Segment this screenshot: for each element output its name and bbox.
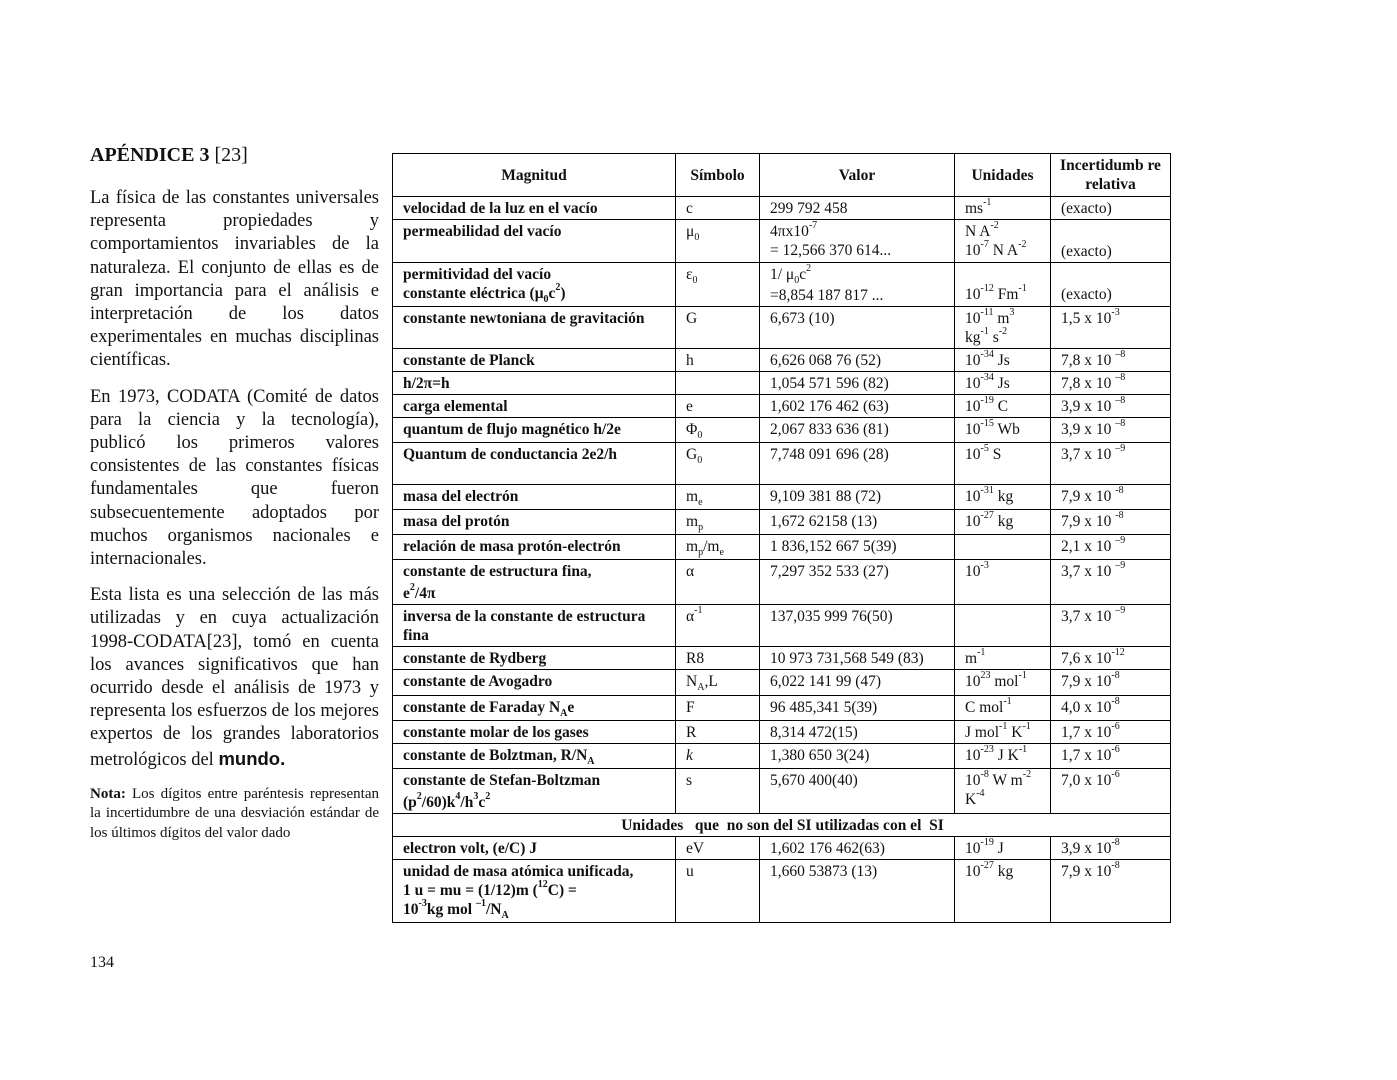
cell-simbolo: c: [676, 197, 760, 220]
cell-simbolo: α: [676, 560, 760, 605]
table-row: [393, 560, 1171, 605]
cell-magnitud: constante de Rydberg: [393, 647, 676, 670]
cell-incert: 3,7 x 10 $^{-9}$: [1051, 605, 1171, 647]
header-magnitud: Magnitud: [393, 154, 676, 197]
cell-simbolo: k: [676, 743, 760, 768]
cell-magnitud: carga elemental: [393, 395, 676, 418]
cell-valor: 1,602 176 462 (63): [760, 395, 955, 418]
cell-valor: 299 792 458: [760, 197, 955, 220]
cell-magnitud: constante de Avogadro: [393, 670, 676, 695]
cell-incert: 2,1 x 10 $^{-9}$: [1051, 535, 1171, 560]
table-header-row: [393, 154, 1171, 197]
cell-valor: 10 973 731,568 549 (83): [760, 647, 955, 670]
cell-valor: 6,673 (10): [760, 307, 955, 349]
table-row: [393, 743, 1171, 768]
cell-simbolo: $\varepsilon_0$: [676, 263, 760, 307]
table-row: [393, 395, 1171, 418]
cell-incert: 4,0 x $10^{-8}$: [1051, 695, 1171, 720]
header-incertidumbre: Incertidumb re relativa: [1051, 154, 1171, 197]
header-unidades: Unidades: [955, 154, 1051, 197]
cell-simbolo: h: [676, 349, 760, 372]
paragraph-2: En 1973, CODATA (Comité de datos para la ciencia y la tecnología), publicó los primeros valores consistentes de las constantes físicas fundamentales que fueron subsecuentemente adoptados por muchos organismos nacionales e internacionales.: [90, 386, 379, 570]
cell-incert: 7,9 x $10^{-8}$: [1051, 670, 1171, 695]
cell-simbolo: R8: [676, 647, 760, 670]
cell-magnitud: constante de Stefan-Boltzman $(p^2/60)k^4/h^3c^2$: [393, 768, 676, 813]
paragraph-3-end: mundo.: [218, 747, 286, 769]
cell-unidades: $10^{-19}$ C: [955, 395, 1051, 418]
cell-valor: 1,380 650 3(24): [760, 743, 955, 768]
cell-unidades: $10^{-12}$ $Fm^{-1}$: [955, 263, 1051, 307]
cell-incert: 3,9 x $10^{-8}$: [1051, 836, 1171, 859]
table-row: [393, 349, 1171, 372]
cell-incert: 3,7 x 10 $^{-9}$: [1051, 443, 1171, 485]
appendix-ref: [23]: [214, 144, 248, 166]
cell-simbolo: $N_A,L$: [676, 670, 760, 695]
cell-magnitud: masa del protón: [393, 510, 676, 535]
cell-simbolo: $m_p$: [676, 510, 760, 535]
table-row: [393, 372, 1171, 395]
cell-simbolo: G: [676, 307, 760, 349]
cell-incert: 7,8 x 10 $^{-8}$: [1051, 372, 1171, 395]
cell-valor: 7,297 352 533 (27): [760, 560, 955, 605]
cell-unidades: $10^{-5}$ S: [955, 443, 1051, 485]
cell-simbolo: [676, 372, 760, 395]
cell-unidades: $10^{-3}$: [955, 560, 1051, 605]
table-row: [393, 220, 1171, 263]
table-row: [393, 720, 1171, 743]
paragraph-3: [90, 584, 379, 772]
cell-simbolo: $m_p/m_e$: [676, 535, 760, 560]
paragraph-1: La física de las constantes universales representa propiedades y comportamientos invariables de la naturaleza. El conjunto de ellas es de gran importancia para el análisis e interpretación de los datos experimentales en muchas disciplinas científicas.: [90, 188, 379, 371]
cell-simbolo: $\alpha^{-1}$: [676, 605, 760, 647]
table-row: [393, 443, 1171, 485]
table-row: [393, 647, 1171, 670]
text-column: [90, 143, 379, 843]
header-simbolo: Símbolo: [676, 154, 760, 197]
paragraph-3-text: Esta lista es una selección de las más utilizadas y en cuya actualización 1998-CODATA[23], tomó en cuenta los avances significativos que han ocurrido desde el análisis de 1973 y representa los esfuerzos de los mejores expertos de los grandes laboratorios metrológicos del: [90, 585, 379, 770]
table-row: [393, 418, 1171, 443]
note-text: Los dígitos entre paréntesis representan la incertidumbre de una desviación estándar de los últimos dígitos del valor dado: [90, 785, 380, 841]
cell-valor: 5,670 400(40): [760, 768, 955, 813]
cell-valor: 1,054 571 596 (82): [760, 372, 955, 395]
cell-valor: 7,748 091 696 (28): [760, 443, 955, 485]
cell-incert: 7,9 x $10^{-8}$: [1051, 859, 1171, 922]
cell-unidades: $10^{-34}$ Js: [955, 349, 1051, 372]
cell-valor: 96 485,341 5(39): [760, 695, 955, 720]
cell-magnitud: constante de Bolztman, $R/N_A$: [393, 743, 676, 768]
cell-magnitud: permitividad del vacío constante eléctrica $(\mu_0c^2)$: [393, 263, 676, 307]
cell-valor: 6,626 068 76 (52): [760, 349, 955, 372]
cell-simbolo: $m_e$: [676, 485, 760, 510]
cell-simbolo: eV: [676, 836, 760, 859]
cell-simbolo: e: [676, 395, 760, 418]
cell-unidades: $10^{-8}$ W $m^{-2}$ $K^{-4}$: [955, 768, 1051, 813]
cell-simbolo: R: [676, 720, 760, 743]
cell-unidades: $10^{-27}$ kg: [955, 510, 1051, 535]
cell-incert: 7,0 x $10^{-6}$: [1051, 768, 1171, 813]
cell-magnitud: electron volt, (e/C) J: [393, 836, 676, 859]
cell-simbolo: F: [676, 695, 760, 720]
cell-valor: $4\pi x10^{-7}$ = 12,566 370 614...: [760, 220, 955, 263]
cell-simbolo: u: [676, 859, 760, 922]
table-row: [393, 535, 1171, 560]
cell-magnitud: permeabilidad del vacío: [393, 220, 676, 263]
constants-table: [392, 153, 1171, 923]
cell-incert: 1,7 x $10^{-6}$: [1051, 720, 1171, 743]
cell-incert: 7,6 x $10^{-12}$: [1051, 647, 1171, 670]
cell-magnitud: constante de estructura fina, $e^2/4\pi$: [393, 560, 676, 605]
table-row: [393, 695, 1171, 720]
table-row: [393, 485, 1171, 510]
cell-incert: (exacto): [1051, 263, 1171, 307]
page-number: 134: [90, 954, 114, 971]
header-valor: Valor: [760, 154, 955, 197]
cell-incert: 3,7 x 10 $^{-9}$: [1051, 560, 1171, 605]
appendix-heading: [90, 143, 379, 167]
cell-unidades: $10^{-11}$ $m^3$ $kg^{-1}$ $s^{-2}$: [955, 307, 1051, 349]
cell-magnitud: Quantum de conductancia 2e2/h: [393, 443, 676, 485]
cell-unidades: $10^{-34}$ Js: [955, 372, 1051, 395]
cell-unidades: $10^{-23}$ J $K^{-1}$: [955, 743, 1051, 768]
cell-valor: 9,109 381 88 (72): [760, 485, 955, 510]
table-row: [393, 197, 1171, 220]
cell-unidades: $10^{-19}$ J: [955, 836, 1051, 859]
cell-magnitud: constante molar de los gases: [393, 720, 676, 743]
cell-unidades: $10^{-15}$ Wb: [955, 418, 1051, 443]
cell-valor: 1,602 176 462(63): [760, 836, 955, 859]
section-label: Unidades que no son del SI utilizadas con el SI: [393, 813, 1171, 836]
cell-magnitud: h/2π=h: [393, 372, 676, 395]
cell-unidades: N $A^{-2}$ $10^{-7}$ N $A^{-2}$: [955, 220, 1051, 263]
cell-incert: 7,9 x 10 $^{-8}$: [1051, 485, 1171, 510]
table-row: [393, 263, 1171, 307]
cell-magnitud: unidad de masa atómica unificada, 1 u = mu = (1/12)m ($^{12}$C) = $10^{-3}kg$ mol $^{-1}/N_A$: [393, 859, 676, 922]
cell-magnitud: constante de Planck: [393, 349, 676, 372]
section-row: [393, 813, 1171, 836]
cell-magnitud: masa del electrón: [393, 485, 676, 510]
cell-magnitud: inversa de la constante de estructura fina: [393, 605, 676, 647]
cell-incert: (exacto): [1051, 220, 1171, 263]
cell-incert: 1,5 x $10^{-3}$: [1051, 307, 1171, 349]
cell-simbolo: $\mu_0$: [676, 220, 760, 263]
note: [90, 785, 379, 844]
cell-simbolo: s: [676, 768, 760, 813]
cell-incert: 7,9 x 10 $^{-8}$: [1051, 510, 1171, 535]
cell-valor: 1 836,152 667 5(39): [760, 535, 955, 560]
cell-incert: 7,8 x 10 $^{-8}$: [1051, 349, 1171, 372]
cell-unidades: $10^{-31}$ kg: [955, 485, 1051, 510]
cell-simbolo: $G_0$: [676, 443, 760, 485]
cell-unidades: $ms^{-1}$: [955, 197, 1051, 220]
cell-unidades: $10^{23}$ mol$^{-1}$: [955, 670, 1051, 695]
cell-valor: 1,660 53873 (13): [760, 859, 955, 922]
cell-valor: 137,035 999 76(50): [760, 605, 955, 647]
cell-magnitud: velocidad de la luz en el vacío: [393, 197, 676, 220]
cell-incert: 3,9 x 10 $^{-8}$: [1051, 418, 1171, 443]
table-row: [393, 859, 1171, 922]
table-row: [393, 836, 1171, 859]
cell-valor: 1/ $\mu_0c^2$ =8,854 187 817 ...: [760, 263, 955, 307]
cell-magnitud: quantum de flujo magnético h/2e: [393, 418, 676, 443]
cell-magnitud: constante de Faraday $N_Ae$: [393, 695, 676, 720]
cell-unidades: $m^{-1}$: [955, 647, 1051, 670]
note-label: Nota:: [90, 785, 126, 802]
cell-unidades: J mol$^{-1}$ $K^{-1}$: [955, 720, 1051, 743]
table-row: [393, 768, 1171, 813]
cell-incert: 1,7 x $10^{-6}$: [1051, 743, 1171, 768]
cell-valor: 8,314 472(15): [760, 720, 955, 743]
cell-unidades: [955, 605, 1051, 647]
appendix-title: APÉNDICE 3: [90, 144, 210, 166]
table-row: [393, 307, 1171, 349]
cell-magnitud: constante newtoniana de gravitación: [393, 307, 676, 349]
cell-magnitud: relación de masa protón-electrón: [393, 535, 676, 560]
table-row: [393, 510, 1171, 535]
cell-incert: (exacto): [1051, 197, 1171, 220]
cell-simbolo: $\Phi_0$: [676, 418, 760, 443]
cell-unidades: C mol$^{-1}$: [955, 695, 1051, 720]
cell-valor: 6,022 141 99 (47): [760, 670, 955, 695]
table-row: [393, 670, 1171, 695]
cell-valor: 1,672 62158 (13): [760, 510, 955, 535]
cell-unidades: [955, 535, 1051, 560]
cell-valor: 2,067 833 636 (81): [760, 418, 955, 443]
cell-unidades: $10^{-27}$ kg: [955, 859, 1051, 922]
cell-incert: 3,9 x 10 $^{-8}$: [1051, 395, 1171, 418]
table-row: [393, 605, 1171, 647]
